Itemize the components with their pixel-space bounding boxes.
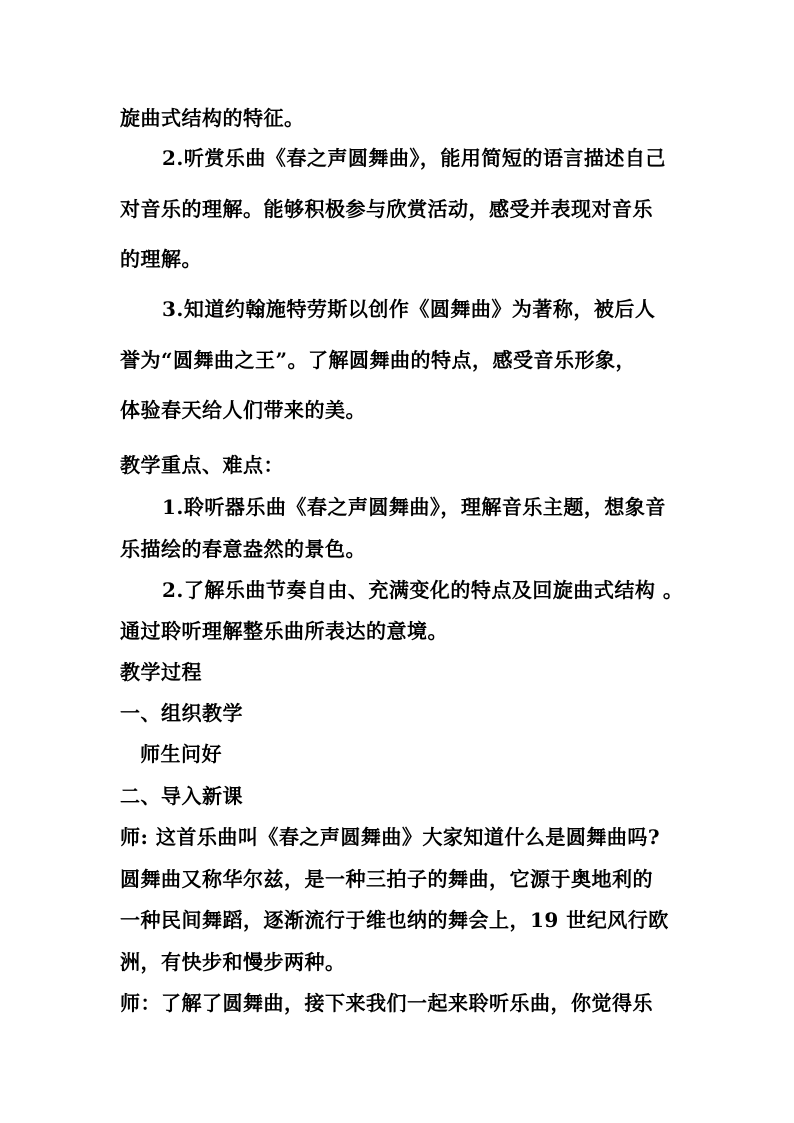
paragraph-line: 3.知道约翰施特劳斯以创作《圆舞曲》为著称，被后人 [162, 297, 656, 321]
paragraph-line: 洲，有快步和慢步两种。 [120, 950, 346, 974]
paragraph-line: 师：了解了圆舞曲，接下来我们一起来聆听乐曲，你觉得乐 [120, 991, 653, 1015]
section-heading: 二、导入新课 [120, 784, 243, 808]
paragraph-line: 师: 这首乐曲叫《春之声圆舞曲》大家知道什么是圆舞曲吗? [120, 825, 661, 849]
paragraph-line: 的理解。 [120, 247, 202, 271]
paragraph-line: 1.聆听器乐曲《春之声圆舞曲》，理解音乐主题，想象音 [162, 495, 666, 519]
paragraph-line: 师生问好 [140, 742, 222, 766]
paragraph-line: 对音乐的理解。能够积极参与欣赏活动，感受并表现对音乐 [120, 197, 653, 221]
paragraph-line: 2.了解乐曲节奏自由、充满变化的特点及回旋曲式结构 。 [162, 578, 684, 602]
paragraph-line: 誉为“圆舞曲之王”。了解圆舞曲的特点，感受音乐形象， [120, 348, 637, 372]
section-heading: 一、组织教学 [120, 701, 243, 725]
paragraph-line: 一种民间舞蹈，逐渐流行于维也纳的舞会上，19 世纪风行欧 [120, 908, 669, 932]
paragraph-line: 体验春天给人们带来的美。 [120, 398, 366, 422]
paragraph-line: 旋曲式结构的特征。 [120, 106, 305, 130]
paragraph-line: 通过聆听理解整乐曲所表达的意境。 [120, 619, 448, 643]
paragraph-line: 圆舞曲又称华尔兹，是一种三拍子的舞曲，它源于奥地利的 [120, 867, 653, 891]
paragraph-line: 乐描绘的春意盎然的景色。 [120, 537, 366, 561]
paragraph-line: 2.听赏乐曲《春之声圆舞曲》，能用简短的语言描述自己 [162, 146, 666, 170]
section-heading: 教学重点、难点： [120, 453, 284, 477]
section-heading: 教学过程 [120, 660, 202, 684]
